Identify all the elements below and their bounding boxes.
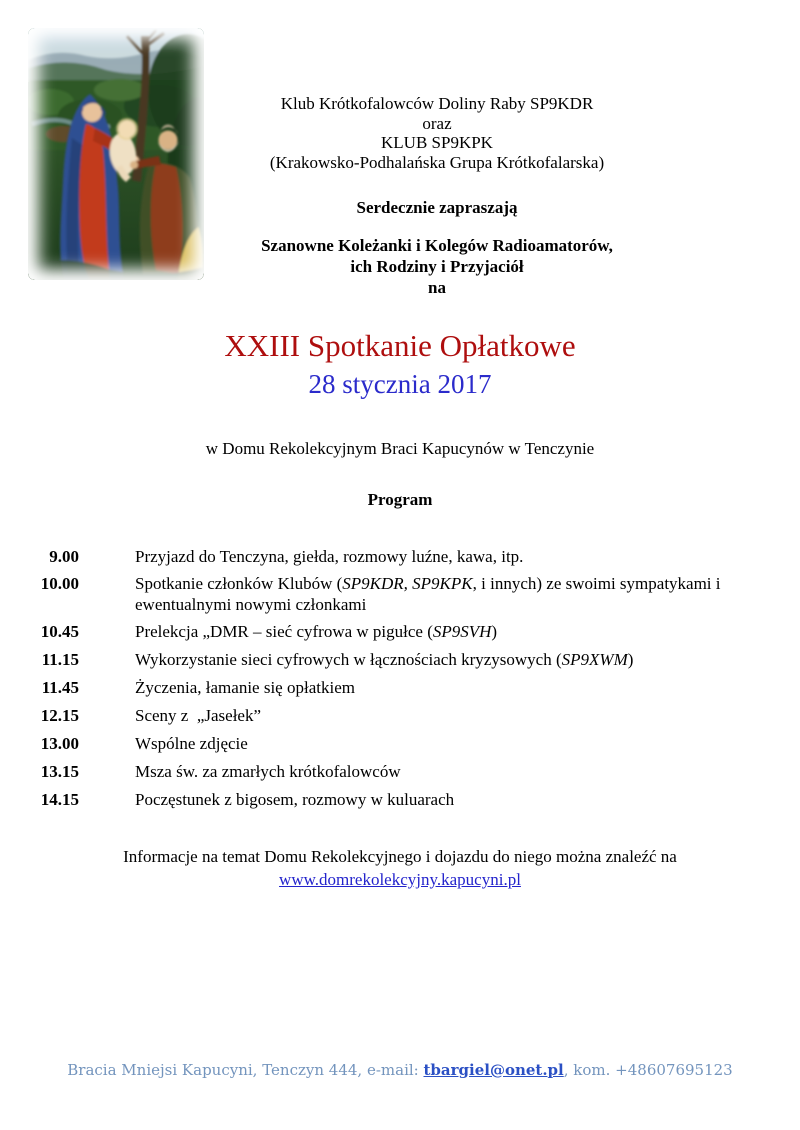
program-time: 10.45 (40, 622, 79, 641)
program-description (135, 789, 739, 810)
program-description (135, 546, 739, 567)
retreat-house-link[interactable]: www.domrekolekcyjny.kapucyni.pl (279, 870, 521, 889)
program-text: Życzenia, łamanie się opłatkiem (135, 678, 355, 697)
info-block (0, 845, 800, 891)
program-time: 13.00 (40, 734, 79, 753)
program-row-6 (0, 705, 800, 726)
program-description (135, 705, 739, 726)
program-description (135, 621, 739, 642)
program-row-7 (0, 733, 800, 754)
footer-text-post: , kom. +48607695123 (563, 1061, 733, 1079)
program-time: 9.00 (49, 547, 79, 566)
program-text: Wykorzystanie sieci cyfrowych w łącznościach kryzysowych ( (135, 650, 562, 669)
program-text: ) (491, 622, 498, 641)
holy-family-painting (28, 28, 204, 280)
program-row-3 (0, 621, 800, 642)
program-callsign: SP9KDR, SP9KPK (342, 574, 473, 593)
program-time: 14.15 (40, 790, 79, 809)
program-text: Prelekcja „DMR – sieć cyfrowa w pigułce ( (135, 622, 433, 641)
club-line-1: Klub Krótkofalowców Doliny Raby SP9KDR (280, 94, 594, 113)
program-heading: Program (367, 490, 433, 509)
program-text: ) (627, 650, 634, 669)
program-description (135, 649, 739, 670)
program-row-4 (0, 649, 800, 670)
program-text: , i innych) ze swoimi sympatykami i ewentualnymi nowymi członkami (135, 574, 725, 614)
program-callsign: SP9XWM (561, 650, 628, 669)
event-venue: w Domu Rekolekcyjnym Braci Kapucynów w Tenczynie (205, 439, 595, 458)
event-date: 28 stycznia 2017 (308, 369, 492, 399)
program-text: Sceny z „Jasełek” (135, 706, 262, 725)
club-line-2: oraz (422, 113, 452, 133)
program-text: Spotkanie członków Klubów ( (135, 574, 343, 593)
program-text: Poczęstunek z bigosem, rozmowy w kuluarach (135, 790, 455, 809)
program-description (135, 733, 739, 754)
holy-family-painting-art (28, 28, 204, 280)
program-time: 10.00 (40, 574, 79, 593)
program-description (135, 573, 739, 615)
program-row-5 (0, 677, 800, 698)
addressee-block (210, 235, 664, 298)
footer-text-pre: Bracia Mniejsi Kapucyni, Tenczyn 444, e-mail: (67, 1061, 424, 1079)
info-text: Informacje na temat Domu Rekolekcyjnego i dojazdu do niego można znaleźć na (123, 847, 677, 866)
program-description (135, 677, 739, 698)
program-row-8 (0, 761, 800, 782)
program-row-9 (0, 789, 800, 810)
addressee-line-1: Szanowne Koleżanki i Kolegów Radioamatorów, (261, 236, 613, 255)
program-text: Wspólne zdjęcie (135, 734, 248, 753)
program-row-2 (0, 573, 800, 615)
program-text: Przyjazd do Tenczyna, giełda, rozmowy luźne, kawa, itp. (135, 547, 524, 566)
event-title: XXIII Spotkanie Opłatkowe (224, 328, 576, 363)
program-callsign: SP9SVH (432, 622, 492, 641)
program-time: 13.15 (40, 762, 79, 781)
email-link[interactable]: tbargiel@onet.pl (423, 1061, 564, 1079)
footer-contact (0, 1061, 800, 1079)
addressee-line-3: na (428, 278, 446, 297)
program-text: Msza św. za zmarłych krótkofalowców (135, 762, 401, 781)
program-time: 11.45 (41, 678, 79, 697)
program-row-1 (0, 546, 800, 567)
invitation-line: Serdecznie zapraszają (356, 198, 518, 217)
club-line-3: KLUB SP9KPK (381, 133, 493, 153)
program-time: 12.15 (40, 706, 79, 725)
program-time: 11.15 (41, 650, 79, 669)
program-description (135, 761, 739, 782)
club-line-4: (Krakowsko-Podhalańska Grupa Krótkofalarska) (269, 152, 605, 172)
club-header (210, 94, 664, 172)
addressee-line-2: ich Rodziny i Przyjaciół (350, 257, 524, 276)
